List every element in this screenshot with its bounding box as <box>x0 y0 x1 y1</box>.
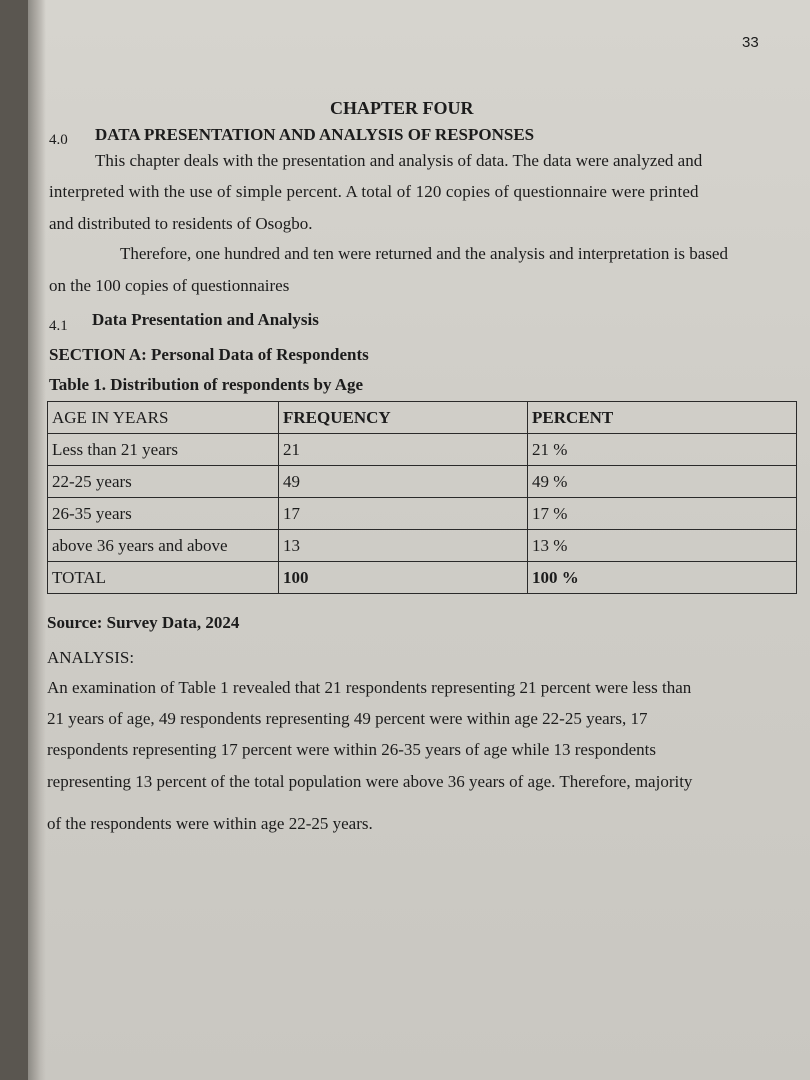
cell-total-frequency: 100 <box>279 562 528 594</box>
intro-line-3: and distributed to residents of Osogbo. <box>49 214 313 233</box>
header-frequency: FREQUENCY <box>279 402 528 434</box>
table-row <box>48 498 797 530</box>
cell-total-percent: 100 % <box>528 562 797 594</box>
cell-percent: 49 % <box>528 466 797 498</box>
section-title-4-1: Data Presentation and Analysis <box>92 310 319 329</box>
table-row <box>48 434 797 466</box>
analysis-line-1: An examination of Table 1 revealed that 21 respondents representing 21 percent were less than <box>47 678 692 697</box>
table-source: Source: Survey Data, 2024 <box>47 613 240 632</box>
table-total-row <box>48 562 797 594</box>
book-spine-shadow <box>28 0 46 1080</box>
section-number-4-0: 4.0 <box>49 132 68 148</box>
cell-frequency: 17 <box>279 498 528 530</box>
page-number: 33 <box>742 34 759 51</box>
header-age: AGE IN YEARS <box>48 402 279 434</box>
cell-age: 22-25 years <box>48 466 279 498</box>
intro-line-1: This chapter deals with the presentation and analysis of data. The data were analyzed and <box>95 151 703 170</box>
document-page <box>28 0 810 1080</box>
analysis-line-5: of the respondents were within age 22-25 years. <box>47 814 373 833</box>
section-a-heading: SECTION A: Personal Data of Respondents <box>49 345 369 364</box>
analysis-heading: ANALYSIS: <box>47 648 135 667</box>
cell-age: above 36 years and above <box>48 530 279 562</box>
section-number-4-1: 4.1 <box>49 318 68 334</box>
cell-age: 26-35 years <box>48 498 279 530</box>
chapter-title: CHAPTER FOUR <box>330 98 474 118</box>
header-percent: PERCENT <box>528 402 797 434</box>
cell-frequency: 49 <box>279 466 528 498</box>
analysis-line-2: 21 years of age, 49 respondents representing 49 percent were within age 22-25 years, 17 <box>47 709 648 728</box>
cell-total-label: TOTAL <box>48 562 279 594</box>
table-row <box>48 530 797 562</box>
table-caption: Table 1. Distribution of respondents by Age <box>49 375 364 394</box>
cell-percent: 17 % <box>528 498 797 530</box>
analysis-line-3: respondents representing 17 percent were within 26-35 years of age while 13 respondents <box>47 740 656 759</box>
therefore-line-1: Therefore, one hundred and ten were returned and the analysis and interpretation is based <box>120 244 728 263</box>
analysis-line-4: representing 13 percent of the total population were above 36 years of age. Therefore, majority <box>47 772 693 791</box>
cell-frequency: 21 <box>279 434 528 466</box>
cell-age: Less than 21 years <box>48 434 279 466</box>
intro-line-2: interpreted with the use of simple percent. A total of 120 copies of questionnaire were printed <box>49 182 699 201</box>
cell-percent: 21 % <box>528 434 797 466</box>
cell-frequency: 13 <box>279 530 528 562</box>
table-row <box>48 466 797 498</box>
therefore-line-2: on the 100 copies of questionnaires <box>49 276 290 295</box>
section-title-4-0: DATA PRESENTATION AND ANALYSIS OF RESPONSES <box>95 125 535 144</box>
table-header-row <box>48 402 797 434</box>
age-distribution-table <box>47 401 797 594</box>
cell-percent: 13 % <box>528 530 797 562</box>
